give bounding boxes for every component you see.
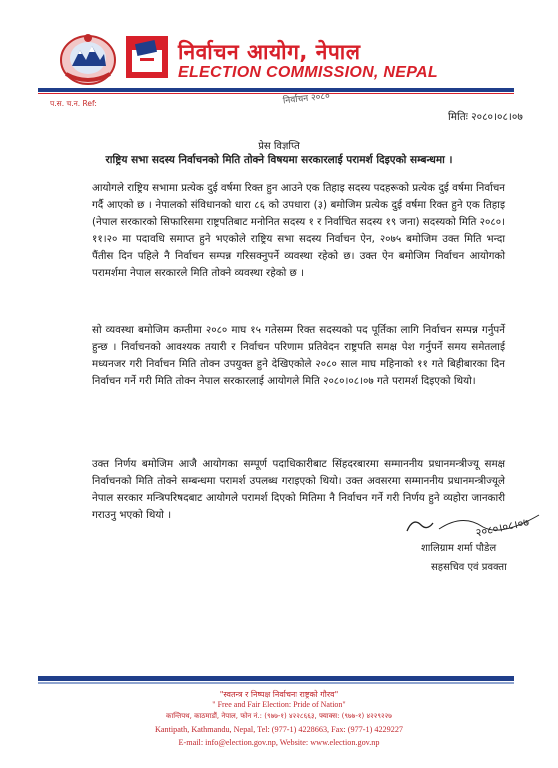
body-paragraph-2: सो व्यवस्था बमोजिम कम्तीमा २०८० माघ १५ गतेसम्म रिक्त सदस्यको पद पूर्तिका लागि निर्वाचन सम्पन्न गर्नुपर्ने हुन्छ । निर्वाचनको आवश्यक तयारी र निर्वाचन परिणाम प्रतिवेदन राष्ट्रपति समक्ष पेश गर्नुपर्ने समय समेतलाई मध्यनजर गरी निर्वाचन मिति तोक्न उपयुक्त हुने देखिएकोले २०८० साल माघ महिनाको ११ गते बिहीबारका दिन निर्वाचन गर्ने गरी मिति तोक्न नेपाल सरकारलाई आयोगले मिति २०८०।०८।०७ गते परामर्श दिइएको थियो। bbox=[92, 324, 505, 387]
press-release-label: प्रेस विज्ञप्ति bbox=[258, 141, 300, 152]
received-stamp: निर्वाचन २०८० bbox=[282, 91, 331, 107]
address-nepali: कान्तिपथ, काठमाडौं, नेपाल, फोन नं.: (९७७-१) ४२२८६६३, फ्याक्स: (९७७-१) ४२२९२२७ bbox=[166, 712, 392, 720]
document-date: मितिः २०८०।०८।०७ bbox=[448, 111, 523, 123]
slogan-english: " Free and Fair Election: Pride of Nation" bbox=[212, 700, 346, 709]
footer-divider-light bbox=[38, 682, 514, 684]
signatory-title: सहसचिव एवं प्रवक्ता bbox=[431, 562, 507, 573]
footer-divider bbox=[38, 676, 514, 681]
slogan-nepali: "स्वतन्त्र र निष्पक्ष निर्वाचनः राष्ट्रको गौरव" bbox=[219, 690, 339, 699]
header-divider-thin bbox=[38, 93, 514, 94]
body-paragraph-1: आयोगले राष्ट्रिय सभामा प्रत्येक दुई वर्षमा रिक्त हुन आउने एक तिहाइ सदस्य पदहरूको प्रत्येक दुई वर्षमा निर्वाचन गर्दै आएको छ । नेपालको संविधानको धारा ८६ को उपधारा (३) बमोजिम प्रत्येक दुई वर्षमा रिक्त हुने एक तिहाइ (नेपाल सरकारको सिफारिसमा राष्ट्रपतिबाट मनोनित सदस्य १ र निर्वाचित सदस्य १९ जना) सदस्यको मिति २०८०।११।२० मा पदावधि समाप्त हुने भएकोले राष्ट्रिय सभा सदस्य निर्वाचन ऐन, २०७५ बमोजिम उक्त मिति भन्दा पैंतीस दिन पहिले नै निर्वाचन सम्पन्न गरिसक्नुपर्ने व्यवस्था रहेको छ। उक्त ऐन बमोजिम निर्वाचन आयोगको परामर्शमा नेपाल सरकारले मिति तोक्ने व्यवस्था रहेको छ । bbox=[92, 182, 505, 279]
signatory-name: शालिग्राम शर्मा पौडेल bbox=[421, 543, 497, 554]
commission-title-nepali: निर्वाचन आयोग, नेपाल bbox=[178, 40, 361, 64]
address-english: Kantipath, Kathmandu, Nepal, Tel: (977-1) 4228663, Fax: (977-1) 4229227 bbox=[154, 725, 404, 734]
header-divider bbox=[38, 88, 514, 92]
election-commission-logo bbox=[126, 36, 168, 78]
handwritten-signature bbox=[403, 509, 543, 541]
commission-title-english: ELECTION COMMISSION, NEPAL bbox=[178, 64, 438, 81]
nepal-emblem-icon bbox=[58, 30, 118, 86]
body-paragraph-3: उक्त निर्णय बमोजिम आजै आयोगका सम्पूर्ण पदाधिकारीबाट सिंहदरबारमा सम्माननीय प्रधानमन्त्रीज्यू समक्ष निर्वाचनको मिति तोक्ने सम्बन्धमा परामर्श उपलब्ध गराइएको थियो। उक्त अवसरमा सम्माननीय प्रधानमन्त्रीज्यूले नेपाल सरकार मन्त्रिपरिषदबाट आयोगले परामर्श दिएको मितिमा नै निर्वाचन गर्ने गरी निर्णय हुने व्यहोरा जानकारी गराउनु भएको थियो । bbox=[92, 458, 505, 521]
contact-email-website: E-mail: info@election.gov.np, Website: www.election.gov.np bbox=[178, 738, 380, 747]
subject-line: राष्ट्रिय सभा सदस्य निर्वाचनको मिति तोक्ने विषयमा सरकारलाई परामर्श दिइएको सम्बन्धमा । bbox=[105, 154, 453, 166]
svg-text:२०८०।०८।०७: २०८०।०८।०७ bbox=[474, 515, 531, 540]
reference-label: प.स. च.न. Ref: bbox=[50, 99, 97, 108]
